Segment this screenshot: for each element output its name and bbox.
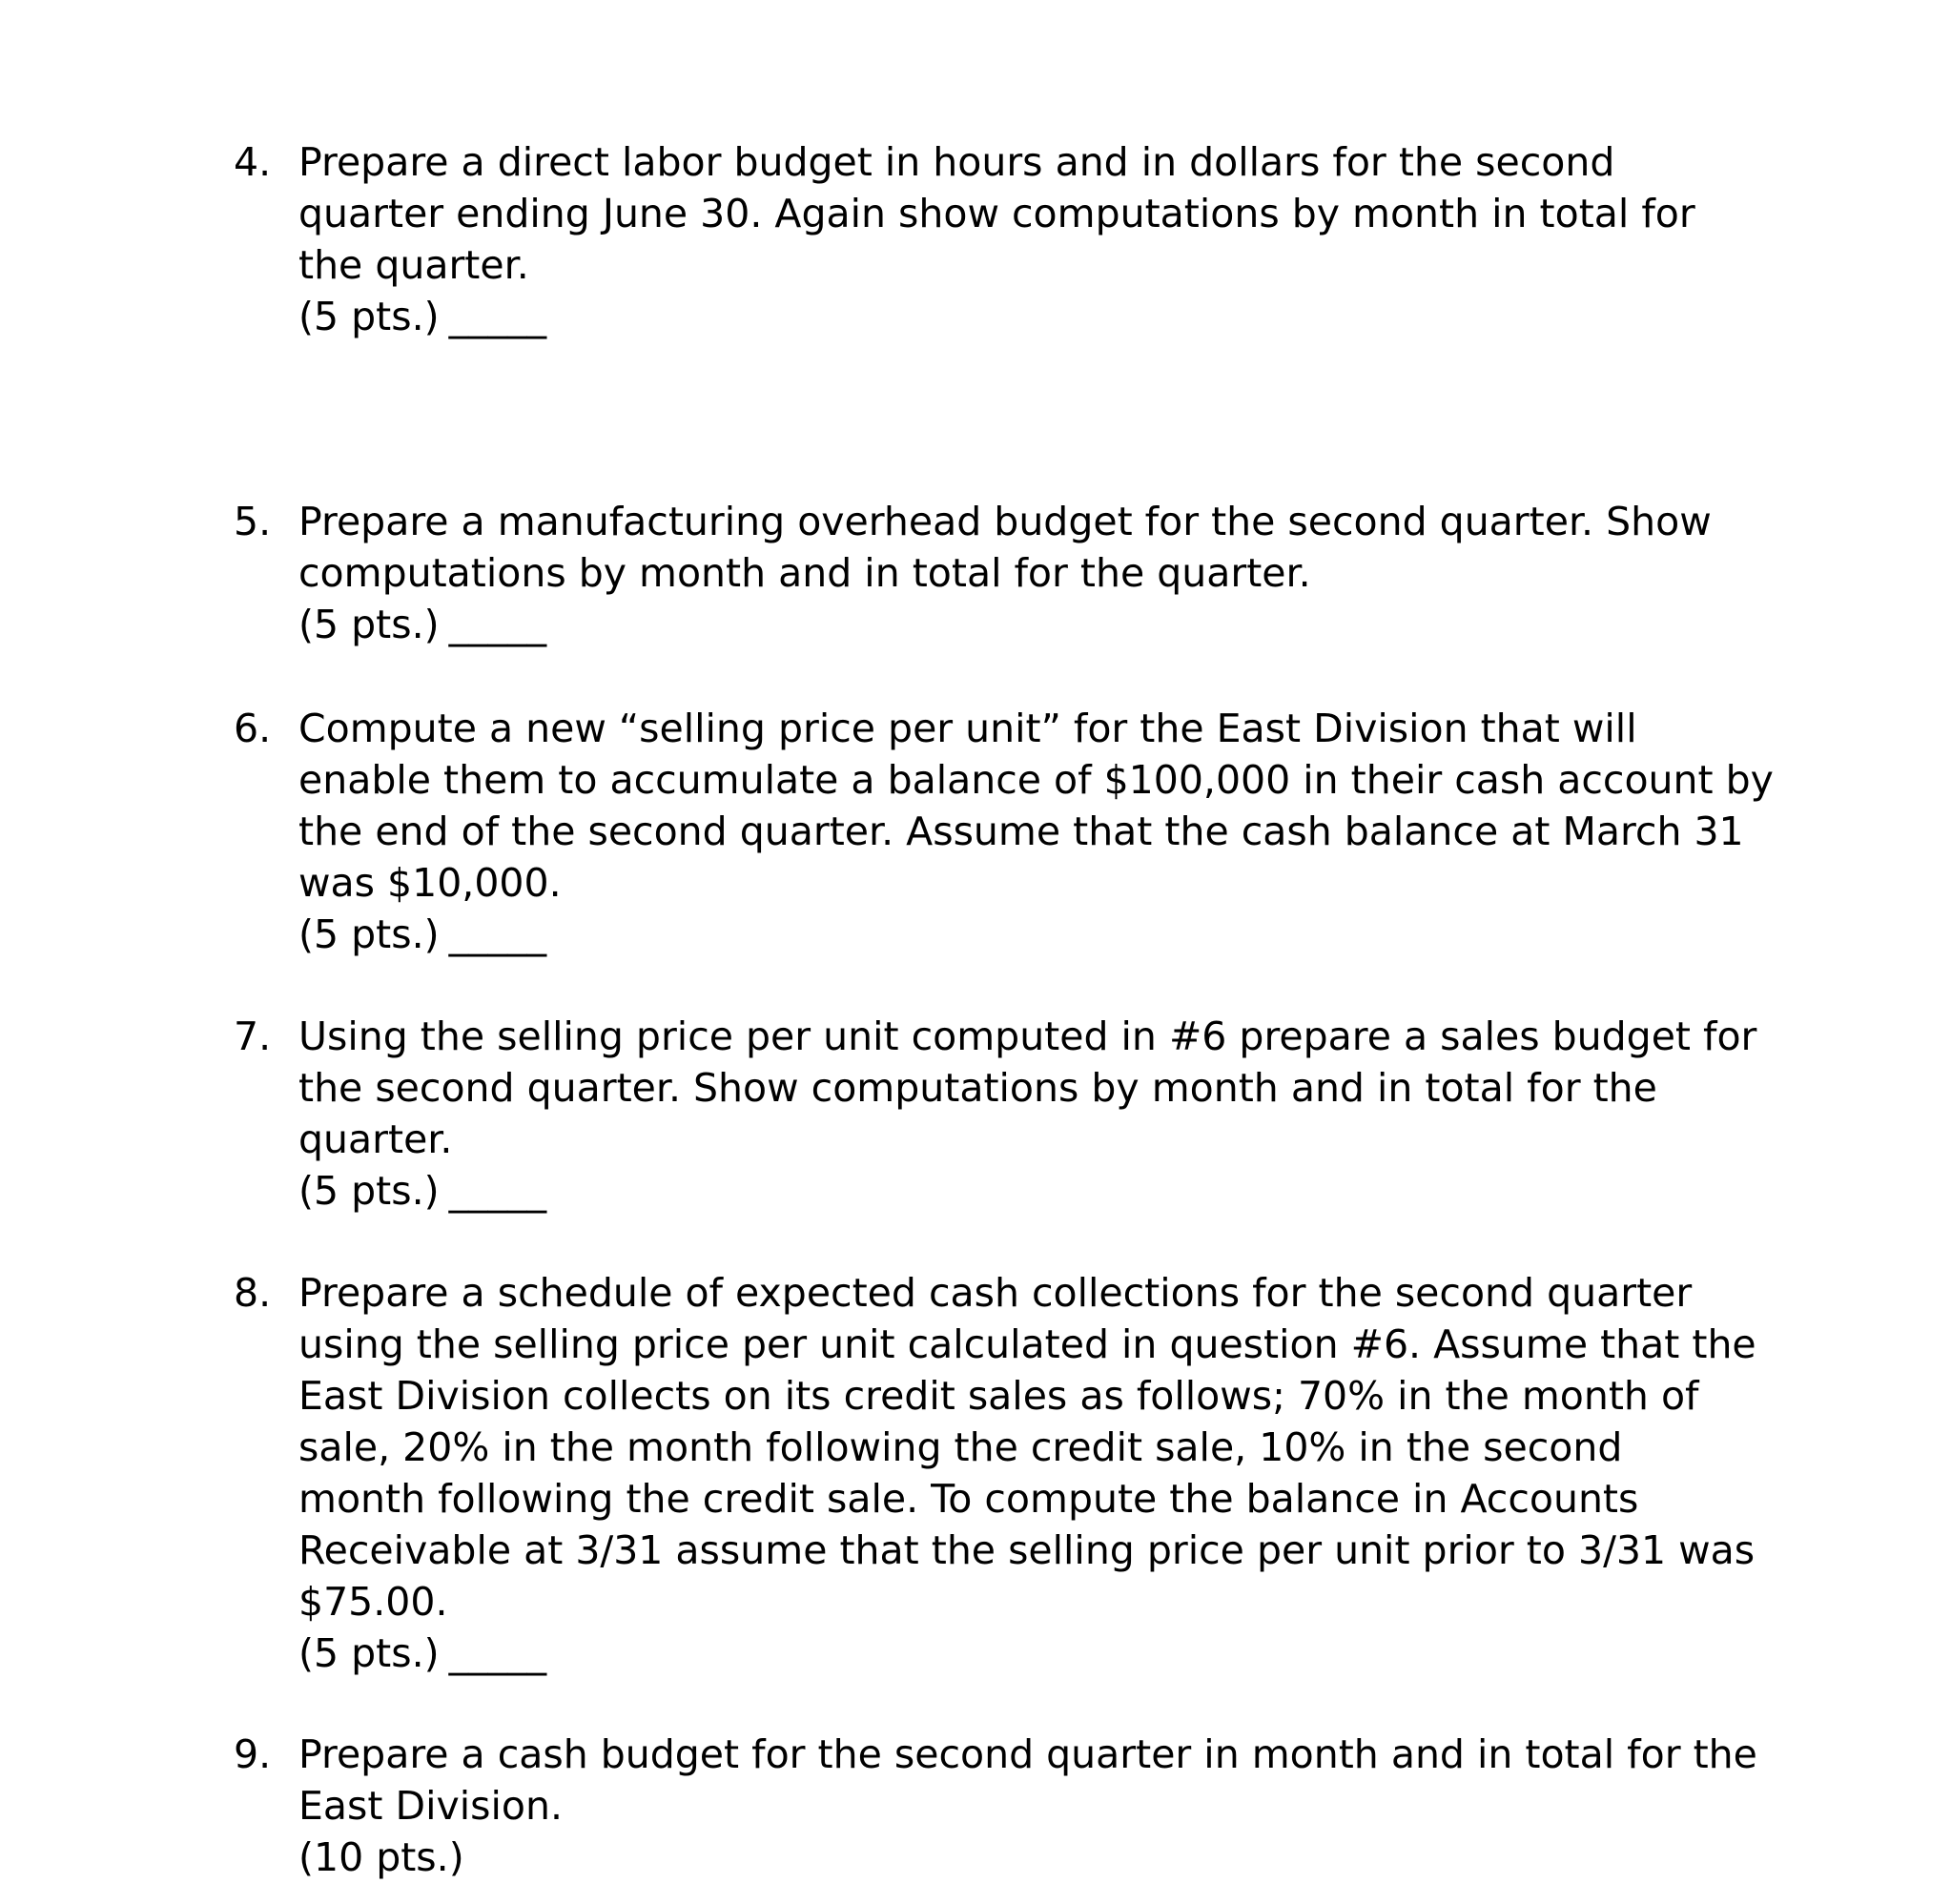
question-text-line: sale, 20% in the month following the credit sale, 10% in the second	[298, 1424, 1623, 1470]
question-text-line: Prepare a cash budget for the second quarter in month and in total for the	[298, 1731, 1757, 1777]
question-number: 5.	[234, 499, 272, 544]
score-blank: _____	[448, 1168, 547, 1214]
question-text-line: Receivable at 3/31 assume that the selling price per unit prior to 3/31 was	[298, 1527, 1756, 1573]
question-text-line: the end of the second quarter. Assume that the cash balance at March 31	[298, 809, 1744, 854]
question-body	[298, 1011, 1757, 1217]
question-number: 6.	[234, 706, 272, 751]
points-label: (5 pts.)	[298, 602, 440, 647]
question-text-line: was $10,000.	[298, 860, 562, 906]
question-number: 8.	[234, 1270, 272, 1316]
points-line	[298, 599, 1748, 650]
question-text-line: the quarter.	[298, 242, 529, 288]
score-blank: _____	[448, 602, 547, 647]
points-label: (5 pts.)	[298, 911, 440, 957]
question-body	[298, 1729, 1757, 1883]
points-line	[298, 1165, 1748, 1217]
question-number: 7.	[234, 1013, 272, 1059]
question-text-line: computations by month and in total for the quarter.	[298, 550, 1311, 596]
question-text-line: Prepare a direct labor budget in hours and in dollars for the second	[298, 139, 1615, 185]
question-body	[298, 1267, 1756, 1679]
question-text-line: month following the credit sale. To compute the balance in Accounts	[298, 1476, 1639, 1522]
question-number: 4.	[234, 139, 272, 185]
points-label: (10 pts.)	[298, 1834, 464, 1880]
points-line	[298, 1832, 1748, 1883]
question-text-line: quarter.	[298, 1116, 453, 1162]
question-text-line: Prepare a manufacturing overhead budget for the second quarter. Show	[298, 499, 1712, 544]
points-line	[298, 1628, 1748, 1679]
question-text-line: the second quarter. Show computations by month and in total for the	[298, 1065, 1657, 1111]
question-text-line: using the selling price per unit calculated in question #6. Assume that the	[298, 1321, 1756, 1367]
question-body	[298, 136, 1748, 342]
score-blank: _____	[448, 294, 547, 339]
question-body	[298, 496, 1748, 650]
question-text-line: Using the selling price per unit computed in #6 prepare a sales budget for	[298, 1013, 1757, 1059]
points-line	[298, 291, 1748, 342]
question-text-line: Prepare a schedule of expected cash collections for the second quarter	[298, 1270, 1693, 1316]
points-label: (5 pts.)	[298, 1630, 440, 1676]
points-label: (5 pts.)	[298, 294, 440, 339]
question-body	[298, 703, 1774, 960]
points-line	[298, 909, 1748, 960]
question-text-line: enable them to accumulate a balance of $100,000 in their cash account by	[298, 757, 1774, 803]
question-text-line: quarter ending June 30. Again show computations by month in total for	[298, 191, 1695, 236]
question-number: 9.	[234, 1731, 272, 1777]
question-text-line: $75.00.	[298, 1579, 448, 1625]
points-label: (5 pts.)	[298, 1168, 440, 1214]
score-blank: _____	[448, 1630, 547, 1676]
question-text-line: East Division collects on its credit sales as follows; 70% in the month of	[298, 1373, 1699, 1419]
question-text-line: Compute a new “selling price per unit” for the East Division that will	[298, 706, 1637, 751]
score-blank: _____	[448, 911, 547, 957]
question-text-line: East Division.	[298, 1783, 563, 1829]
